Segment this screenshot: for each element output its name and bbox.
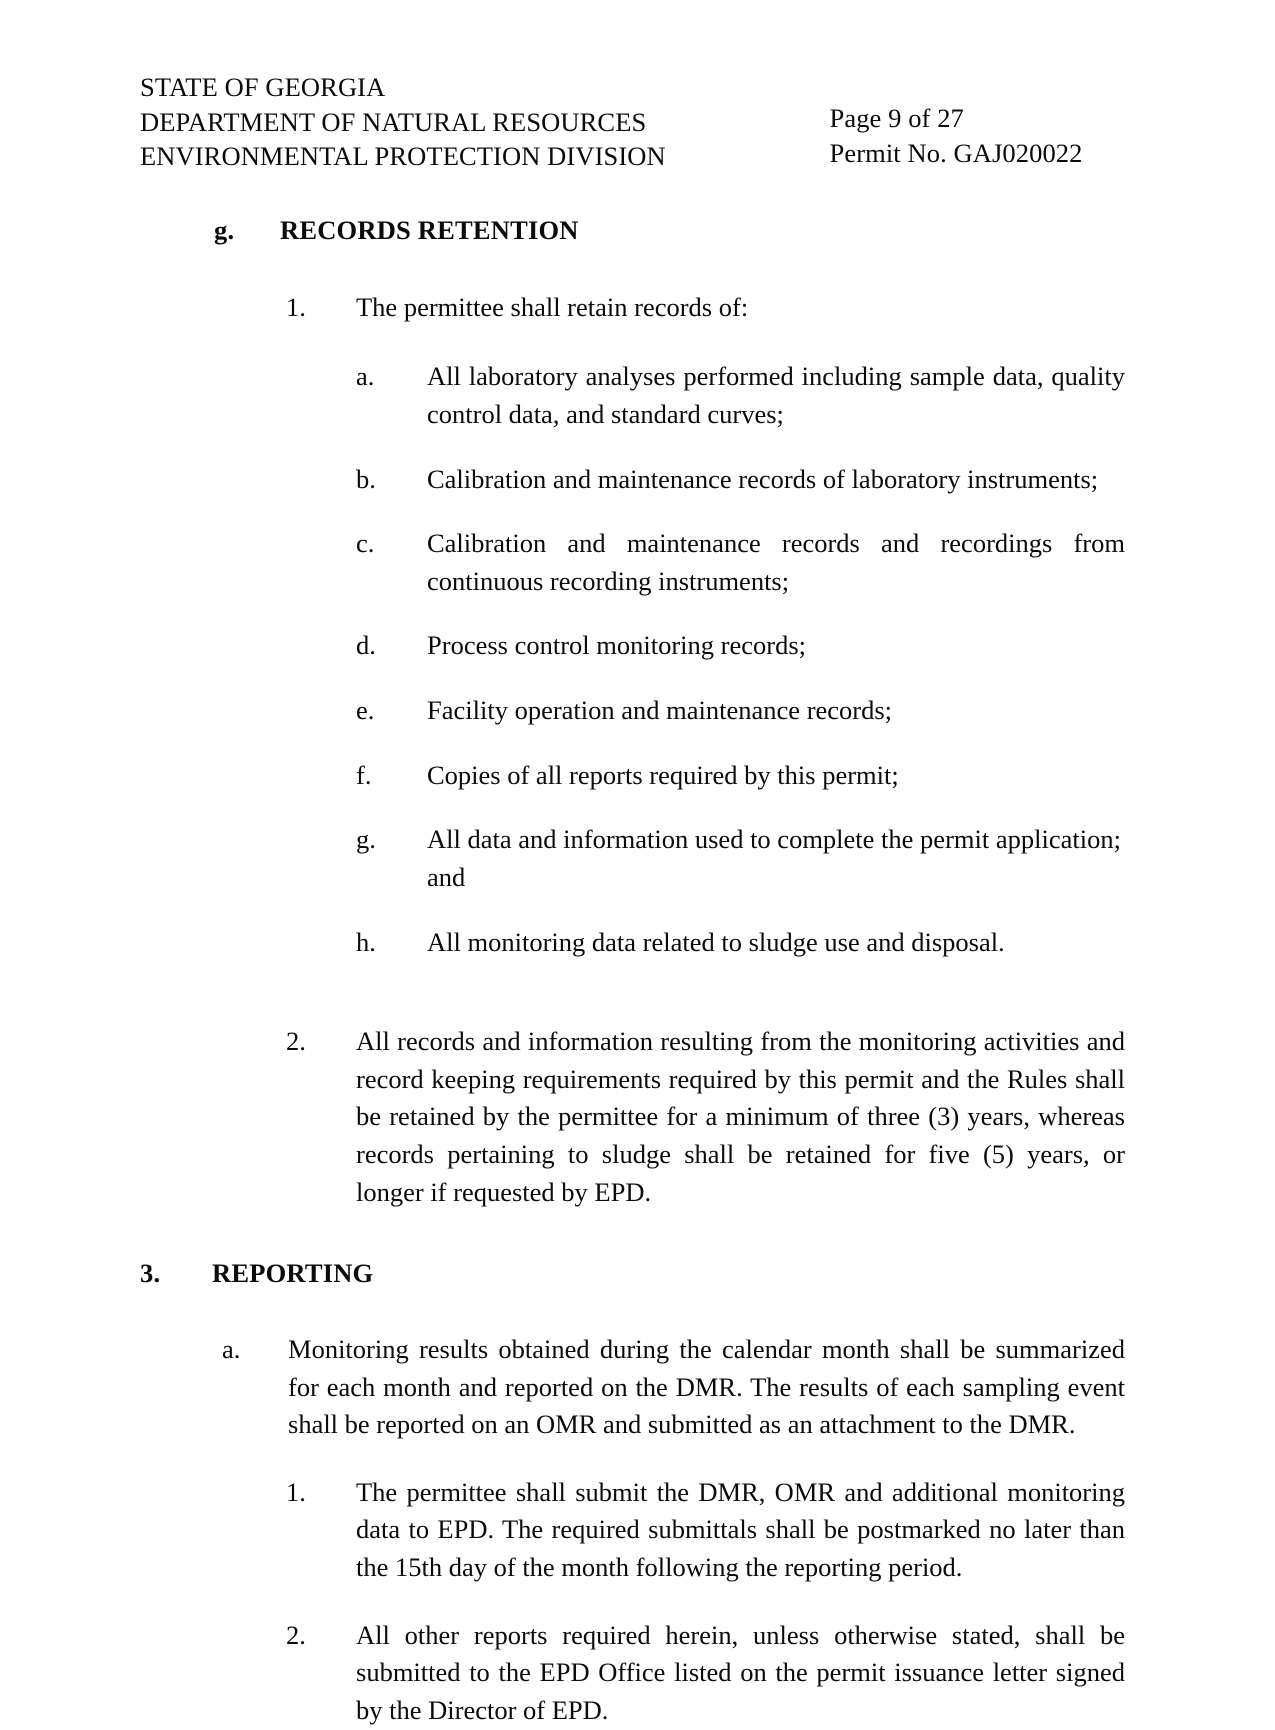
list-text: Facility operation and maintenance records; [427,695,893,726]
reporting-item-2 [140,1617,1125,1730]
section-reporting-heading [140,1255,1125,1293]
section-marker: g. [214,215,235,246]
records-subitem-a [140,358,1125,433]
agency-line-state: STATE OF GEORGIA [140,72,386,102]
list-text: The permittee shall submit the DMR, OMR and additional monitoring data to EPD. The required submittals shall be postmarked no later than the 15th day of the month following the reporting period. [356,1476,1125,1583]
list-marker: 2. [286,1619,306,1650]
records-subitem-h [140,924,1125,962]
list-text: Process control monitoring records; [427,630,807,661]
page-meta-block [830,70,1126,170]
list-text: All monitoring data related to sludge use and disposal. [427,926,1005,957]
records-item-2 [140,1023,1125,1211]
agency-line-department: DEPARTMENT OF NATURAL RESOURCES [140,106,647,137]
list-text: The permittee shall retain records of: [356,291,749,322]
reporting-item-a [140,1331,1125,1444]
list-text: All laboratory analyses performed including sample data, quality control data, and standard curves; [427,361,1125,429]
records-item-1 [140,289,1125,327]
records-subitem-b [140,461,1125,499]
records-subitem-f [140,757,1125,795]
list-text: Calibration and maintenance records of laboratory instruments; [427,463,1099,494]
reporting-item-1 [140,1474,1125,1587]
list-marker: b. [356,463,376,494]
page-number: Page 9 of 27 [829,103,964,133]
section-records-retention-heading [140,212,1125,250]
list-text: Monitoring results obtained during the calendar month shall be summarized for each month and reported on the DMR. The results of each sampling event shall be reported on an OMR and submitted as an attachment to the DMR. [288,1333,1125,1440]
list-marker: a. [356,361,375,392]
list-marker: 1. [286,1476,306,1507]
list-marker: 2. [286,1026,306,1057]
list-text: All other reports required herein, unless otherwise stated, shall be submitted to the EPD Office listed on the permit issuance letter signed by the Director of EPD. [356,1619,1125,1725]
records-subitem-c [140,525,1125,600]
records-subitem-e [140,692,1125,730]
list-marker: a. [222,1333,241,1364]
agency-block [140,70,830,174]
list-marker: c. [356,528,375,559]
list-text: All records and information resulting from the monitoring activities and record keeping requirements required by this permit and the Rules shall be retained by the permittee for a minimum of three (3) years, whereas records pertaining to sludge shall be retained for five (5) years, or longer if requested by EPD. [356,1026,1125,1207]
records-subitem-d [140,627,1125,665]
section-title: REPORTING [212,1258,374,1289]
list-text: All data and information used to complete the permit application; and [427,824,1121,892]
section-marker: 3. [140,1258,161,1289]
agency-line-division: ENVIRONMENTAL PROTECTION DIVISION [140,141,666,172]
list-marker: e. [356,695,375,726]
list-marker: d. [356,630,376,661]
list-marker: h. [356,926,376,957]
permit-number: Permit No. GAJ020022 [829,137,1083,168]
list-text: Calibration and maintenance records and recordings from continuous recording instruments; [427,528,1125,596]
page-header [140,70,1125,174]
records-subitem-g [140,821,1125,896]
list-marker: g. [356,824,376,855]
list-marker: f. [356,759,372,790]
section-title: RECORDS RETENTION [280,215,579,246]
list-text: Copies of all reports required by this permit; [427,759,899,790]
list-marker: 1. [286,291,306,322]
